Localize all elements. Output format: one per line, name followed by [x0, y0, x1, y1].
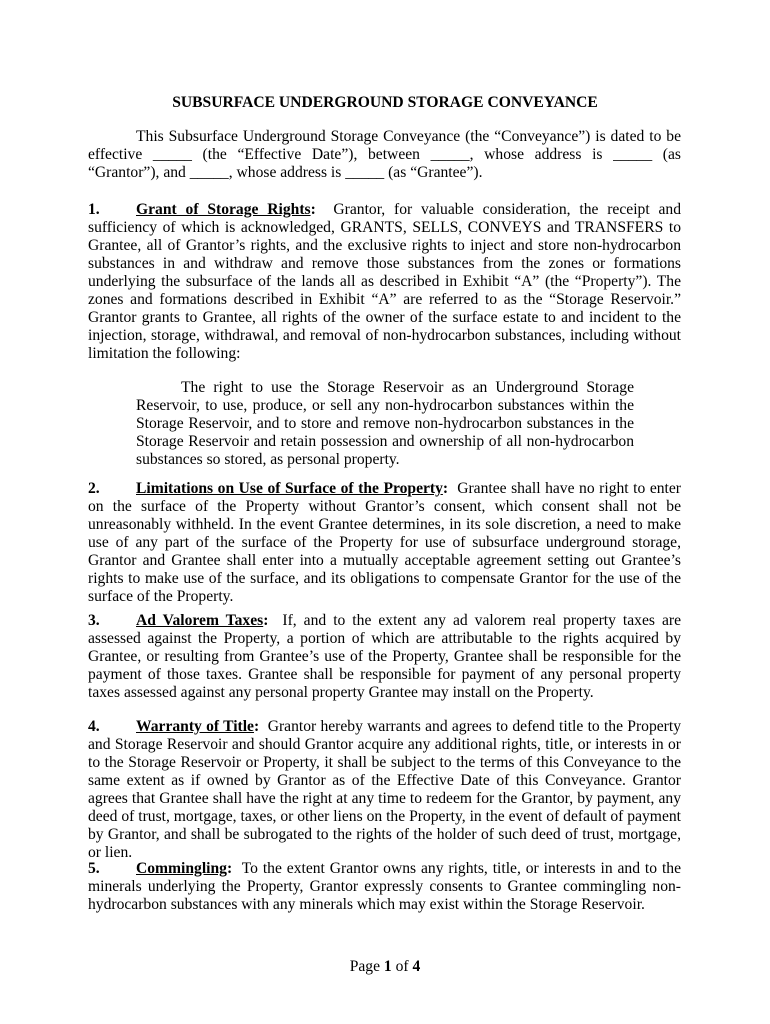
- section-number: 5.: [88, 860, 100, 877]
- section-number: 2.: [88, 480, 100, 497]
- section-heading: Ad Valorem Taxes: [136, 612, 264, 629]
- section-3: 3. Ad Valorem Taxes: If, and to the extent any ad valorem real property taxes are assessed against the Property, a portion of which are attributable to the rights acquired by Grantee, or resulting from Grantee’s use of the Property, Grantee shall be responsible for the payment of those taxes. Grantee shall be responsible for payment of any personal property taxes assessed against any personal property Grantee may install on the Property.: [88, 612, 681, 701]
- page-footer: [0, 958, 770, 976]
- section-heading: Commingling: [136, 860, 227, 877]
- section-text: To the extent Grantor owns any rights, title, or interests in and to the minerals underlying the Property, Grantor expressly consents to Grantee commingling non-hydrocarbon substances with any minerals which may exist within the Storage Reservoir.: [88, 860, 681, 913]
- page-number: 1: [383, 958, 392, 975]
- section-heading: Warranty of Title: [136, 718, 254, 735]
- section-4: 4. Warranty of Title: Grantor hereby warrants and agrees to defend title to the Property and Storage Reservoir and should Grantor acquire any additional rights, title, or interests in or to the Storage Reservoir or Property, it shall be subject to the terms of this Conveyance to the same extent as if owned by Grantor as of the Effective Date of this Conveyance. Grantor agrees that Grantee shall have the right at any time to redeem for the Grantor, by payment, any deed of trust, mortgage, taxes, or other liens on the Property, in the event of default of payment by Grantor, and shall be subrogated to the rights of the holder of such deed of trust, mortgage, or lien.: [88, 718, 681, 861]
- intro-paragraph: This Subsurface Underground Storage Conveyance (the “Conveyance”) is dated to be effective _____ (the “Effective Date”), between _____, whose address is _____ (as “Grantor”), and _____, whose address is _____ (as “Grantee”).: [88, 128, 681, 181]
- section-1-block-quote: The right to use the Storage Reservoir as an Underground Storage Reservoir, to use, produce, or sell any non-hydrocarbon substances within the Storage Reservoir, and to store and remove non-hydrocarbon substances in the Storage Reservoir and retain possession and ownership of all non-hydrocarbon substances so stored, as personal property.: [136, 379, 634, 468]
- section-1: 1. Grant of Storage Rights: Grantor, for valuable consideration, the receipt and sufficiency of which is acknowledged, GRANTS, SELLS, CONVEYS and TRANSFERS to Grantee, all of Grantor’s rights, and the exclusive rights to inject and store non-hydrocarbon substances in and withdraw and remove those substances from the zones or formations underlying the subsurface of the lands all as described in Exhibit “A” (the “Property”). The zones and formations described in Exhibit “A” are referred to as the “Storage Reservoir.” Grantor grants to Grantee, all rights of the owner of the surface estate to and incident to the injection, storage, withdrawal, and removal of non-hydrocarbon substances, including without limitation the following:: [88, 201, 681, 362]
- of-label: of: [395, 958, 409, 975]
- section-text: Grantor hereby warrants and agrees to defend title to the Property and Storage Reservoir and should Grantor acquire any additional rights, title, or interests in or to the Storage Reservoir or Property, it shall be subject to the terms of this Conveyance to the same extent as if owned by Grantor as of the Effective Date of this Conveyance. Grantor agrees that Grantee shall have the right at any time to redeem for the Grantor, by payment, any deed of trust, mortgage, taxes, or other liens on the Property, in the event of default of payment by Grantor, and shall be subrogated to the rights of the holder of such deed of trust, mortgage, or lien.: [88, 718, 681, 861]
- section-number: 1.: [88, 201, 100, 218]
- section-number: 4.: [88, 718, 100, 735]
- section-text: If, and to the extent any ad valorem real property taxes are assessed against the Property, a portion of which are attributable to the rights acquired by Grantee, or resulting from Grantee’s use of the Property, Grantee shall be responsible for the payment of those taxes. Grantee shall be responsible for payment of any personal property taxes assessed against any personal property Grantee may install on the Property.: [88, 612, 681, 701]
- section-2: 2. Limitations on Use of Surface of the Property: Grantee shall have no right to enter on the surface of the Property without Grantor’s consent, which consent shall not be unreasonably withheld. In the event Grantee determines, in its sole discretion, a need to make use of any part of the surface of the Property for use of subsurface underground storage, Grantor and Grantee shall enter into a mutually acceptable agreement setting out Grantee’s rights to make use of the surface, and its obligations to compensate Grantor for the use of the surface of the Property.: [88, 480, 681, 605]
- section-5: 5. Commingling: To the extent Grantor owns any rights, title, or interests in and to the minerals underlying the Property, Grantor expressly consents to Grantee commingling non-hydrocarbon substances with any minerals which may exist within the Storage Reservoir.: [88, 860, 681, 913]
- page-total: 4: [412, 958, 421, 975]
- section-text: Grantor, for valuable consideration, the receipt and sufficiency of which is acknowledged, GRANTS, SELLS, CONVEYS and TRANSFERS to Grantee, all of Grantor’s rights, and the exclusive rights to inject and store non-hydrocarbon substances in and withdraw and remove those substances from the zones or formations underlying the subsurface of the lands all as described in Exhibit “A” (the “Property”). The zones and formations described in Exhibit “A” are referred to as the “Storage Reservoir.” Grantor grants to Grantee, all rights of the owner of the surface estate to and incident to the injection, storage, withdrawal, and removal of non-hydrocarbon substances, including without limitation the following:: [88, 201, 681, 362]
- page-label: Page: [349, 958, 380, 975]
- section-heading: Limitations on Use of Surface of the Property: [136, 480, 443, 497]
- section-number: 3.: [88, 612, 100, 629]
- section-heading: Grant of Storage Rights: [136, 201, 311, 218]
- document-title: SUBSURFACE UNDERGROUND STORAGE CONVEYANCE: [172, 94, 598, 111]
- section-text: Grantee shall have no right to enter on the surface of the Property without Grantor’s consent, which consent shall not be unreasonably withheld. In the event Grantee determines, in its sole discretion, a need to make use of any part of the surface of the Property for use of subsurface underground storage, Grantor and Grantee shall enter into a mutually acceptable agreement setting out Grantee’s rights to make use of the surface, and its obligations to compensate Grantor for the use of the surface of the Property.: [88, 480, 681, 605]
